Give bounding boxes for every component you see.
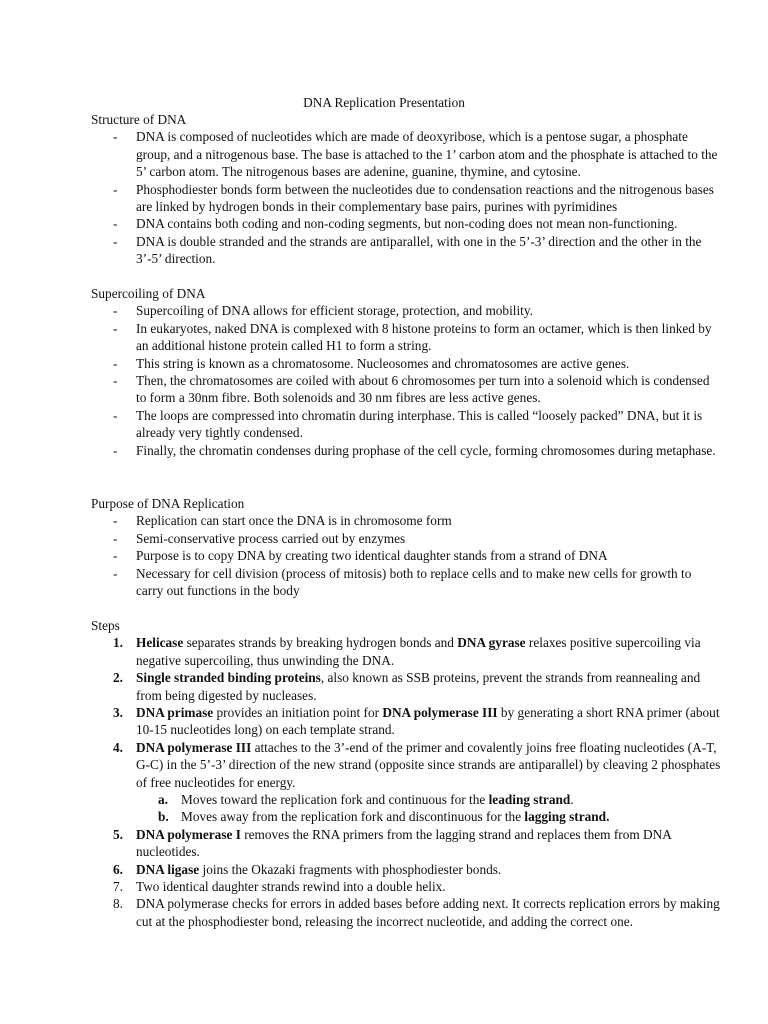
sub-item — [136, 808, 721, 825]
dash-marker: - — [113, 181, 118, 197]
step-number: 6. — [113, 861, 123, 877]
step-text: joins the Okazaki fragments with phosphodiester bonds. — [199, 861, 502, 877]
list-item — [91, 547, 721, 564]
list-item-text: The loops are compressed into chromatin during interphase. This is called “loosely packed” DNA, but it is already very tightly condensed. — [136, 407, 703, 441]
list-item — [91, 530, 721, 547]
step-item — [91, 669, 721, 704]
list-item — [91, 181, 721, 216]
list-item-text: Supercoiling of DNA allows for efficient storage, protection, and mobility. — [136, 303, 533, 319]
step-term: DNA polymerase I — [136, 826, 241, 842]
dash-marker: - — [113, 548, 118, 564]
sub-item — [136, 791, 721, 808]
section-steps — [91, 617, 721, 930]
step-text: , also known as SSB proteins, prevent the strands from reannealing and from being digested by nucleases. — [136, 670, 701, 703]
dash-marker: - — [113, 233, 118, 249]
step-term: DNA gyrase — [457, 635, 526, 651]
section-supercoiling — [91, 285, 721, 459]
section-heading: Purpose of DNA Replication — [91, 496, 245, 511]
list-item-text: Purpose is to copy DNA by creating two identical daughter stands from a strand of DNA — [136, 548, 608, 564]
list-item — [91, 302, 721, 319]
step-number: 8. — [113, 896, 123, 912]
list-item-text: DNA contains both coding and non-coding segments, but non-coding does not mean non-functioning. — [136, 216, 678, 232]
step-text: provides an initiation point for — [213, 705, 383, 721]
step-term: DNA primase — [136, 705, 214, 721]
step-term: DNA polymerase III — [382, 705, 498, 721]
bullet-list — [91, 302, 721, 459]
dash-marker: - — [113, 442, 118, 458]
list-item — [91, 128, 721, 180]
dash-marker: - — [113, 320, 118, 336]
list-item-text: Phosphodiester bonds form between the nucleotides due to condensation reactions and the nitrogenous bases are linked by hydrogen bonds in their complementary base pairs, purines with pyrimidines — [136, 181, 714, 215]
sub-item-letter: a. — [158, 792, 168, 808]
step-item — [91, 895, 721, 930]
sub-item-term: lagging strand. — [524, 809, 610, 825]
step-text: by generating a short RNA primer (about 10-15 nucleotides long) on each template strand. — [136, 705, 720, 738]
dash-marker: - — [113, 530, 118, 546]
document-title: DNA Replication Presentation — [303, 95, 465, 110]
numbered-list — [91, 634, 721, 930]
step-text: Two identical daughter strands rewind into a double helix. — [136, 879, 446, 895]
bullet-list — [91, 512, 721, 599]
step-text: attaches to the 3’-end of the primer and covalently joins free floating nucleotides (A-T, G-C) in the 5’-3’ direction of the new strand (opposite since strands are antiparallel) by cleaving 2 phosphates of free nucleotides for energy. — [136, 739, 721, 790]
sub-item-text: Moves toward the replication fork and continuous for the — [181, 792, 489, 808]
list-item-text: This string is known as a chromatosome. Nucleosomes and chromatosomes are active genes. — [136, 355, 630, 371]
step-term: DNA ligase — [136, 861, 200, 877]
step-text: relaxes positive supercoiling via negative supercoiling, thus unwinding the DNA. — [136, 635, 701, 668]
section-heading: Steps — [91, 618, 120, 633]
dash-marker: - — [113, 373, 118, 389]
step-number: 7. — [113, 879, 123, 895]
section-structure — [91, 111, 721, 268]
list-item — [91, 233, 721, 268]
sub-item-term: leading strand — [488, 792, 571, 808]
dash-marker: - — [113, 129, 118, 145]
list-item — [91, 355, 721, 372]
step-item — [91, 826, 721, 861]
step-number: 2. — [113, 670, 123, 686]
sub-item-text: Moves away from the replication fork and discontinuous for the — [181, 809, 525, 825]
dash-marker: - — [113, 303, 118, 319]
step-number: 1. — [113, 635, 123, 651]
list-item-text: Replication can start once the DNA is in chromosome form — [136, 513, 452, 529]
bullet-list — [91, 128, 721, 267]
step-number: 4. — [113, 739, 123, 755]
step-text: removes the RNA primers from the lagging strand and replaces them from DNA nucleotides. — [136, 826, 672, 860]
step-item — [91, 861, 721, 878]
list-item — [91, 320, 721, 355]
list-item-text: In eukaryotes, naked DNA is complexed with 8 histone proteins to form an octamer, which is then linked by an additional histone protein called H1 to form a string. — [136, 320, 712, 354]
step-item — [91, 878, 721, 895]
step-number: 5. — [113, 826, 123, 842]
list-item-text: Then, the chromatosomes are coiled with about 6 chromosomes per turn into a solenoid which is condensed to form a 30nm fibre. Both solenoids and 30 nm fibres are less active genes. — [136, 373, 710, 406]
dash-marker: - — [113, 216, 118, 232]
section-heading: Supercoiling of DNA — [91, 286, 206, 301]
list-item — [91, 442, 721, 459]
section-heading: Structure of DNA — [91, 112, 187, 127]
step-term: Single stranded binding proteins — [136, 670, 321, 686]
dash-marker: - — [113, 565, 118, 581]
dash-marker: - — [113, 355, 118, 371]
step-text: separates strands by breaking hydrogen bonds and — [183, 635, 458, 651]
list-item-text: Necessary for cell division (process of mitosis) both to replace cells and to make new cells for growth to carry out functions in the body — [136, 565, 692, 599]
list-item-text: Semi-conservative process carried out by enzymes — [136, 530, 406, 546]
list-item — [91, 215, 721, 232]
sub-list — [136, 791, 721, 826]
sub-item-letter: b. — [158, 809, 169, 825]
step-text: DNA polymerase checks for errors in added bases before adding next. It corrects replication errors by making cut at the phosphodiester bond, releasing the incorrect nucleotide, and adding the correct one. — [136, 896, 720, 929]
list-item — [91, 372, 721, 407]
list-item-text: Finally, the chromatin condenses during prophase of the cell cycle, forming chromosomes during metaphase. — [136, 442, 716, 458]
sub-item-end: . — [570, 792, 574, 808]
step-number: 3. — [113, 705, 123, 721]
list-item — [91, 565, 721, 600]
list-item-text: DNA is composed of nucleotides which are made of deoxyribose, which is a pentose sugar, a phosphate group, and a nitrogenous base. The base is attached to the 1’ carbon atom and the phosphate is attached to the 5’ carbon atom. The nitrogenous bases are adenine, guanine, thymine, and cytosine. — [136, 129, 718, 180]
step-item — [91, 634, 721, 669]
list-item — [91, 407, 721, 442]
section-purpose — [91, 495, 721, 599]
step-item — [91, 739, 721, 826]
list-item — [91, 512, 721, 529]
dash-marker: - — [113, 513, 118, 529]
list-item-text: DNA is double stranded and the strands are antiparallel, with one in the 5’-3’ direction and the other in the 3’-5’ direction. — [136, 233, 702, 267]
step-term: Helicase — [136, 635, 184, 651]
dash-marker: - — [113, 407, 118, 423]
step-term: DNA polymerase III — [136, 739, 252, 755]
step-item — [91, 704, 721, 739]
